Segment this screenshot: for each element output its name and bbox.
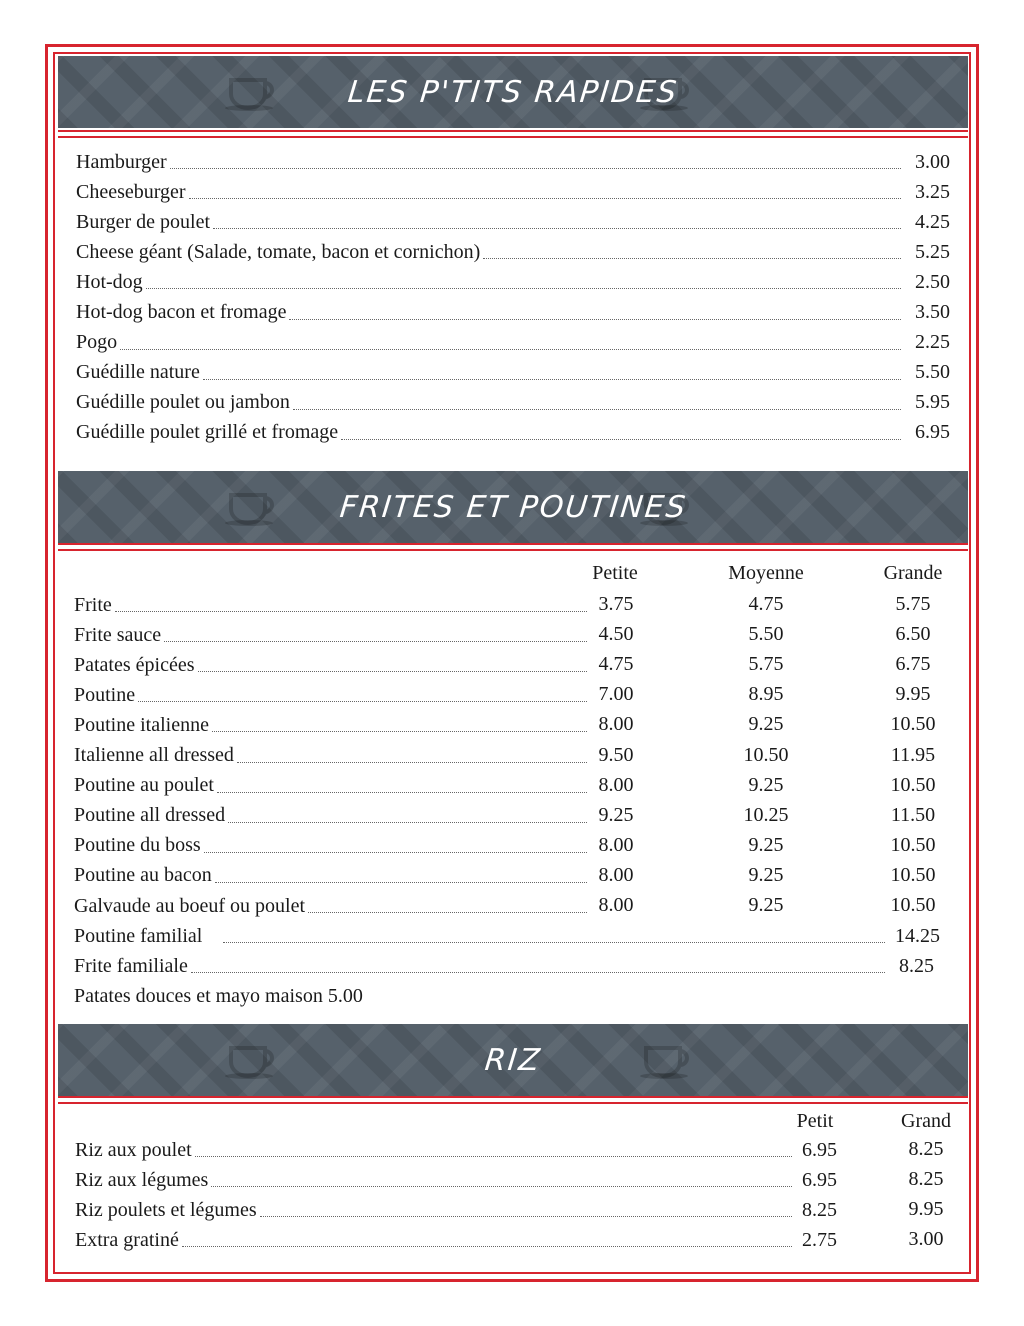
item-price: 9.25 bbox=[748, 713, 784, 736]
item-name: Riz aux légumes bbox=[75, 1168, 209, 1191]
item-name: Poutine all dressed bbox=[74, 804, 226, 827]
leader-dots bbox=[341, 439, 901, 440]
leader-dots bbox=[203, 379, 901, 380]
item-price: 5.25 bbox=[915, 240, 950, 263]
item-price: 6.95 bbox=[915, 421, 950, 444]
leader-dots bbox=[146, 288, 901, 289]
list-item bbox=[75, 1195, 837, 1225]
item-price: 10.50 bbox=[743, 743, 789, 766]
list-item bbox=[74, 771, 590, 801]
coffee-cup-icon bbox=[223, 487, 281, 527]
item-price: 6.95 bbox=[802, 1138, 837, 1161]
list-item bbox=[74, 650, 590, 680]
item-price: 8.00 bbox=[598, 894, 634, 916]
item-name: Extra gratiné bbox=[75, 1228, 179, 1251]
item-price: 6.95 bbox=[802, 1168, 837, 1191]
item-name: Hamburger bbox=[76, 150, 167, 173]
leader-dots bbox=[170, 168, 901, 169]
leader-dots bbox=[182, 1246, 792, 1247]
item-name: Poutine italienne bbox=[74, 713, 209, 736]
item-price: 10.50 bbox=[890, 863, 936, 886]
item-price: 3.00 bbox=[908, 1228, 944, 1251]
item-price: 9.95 bbox=[908, 1198, 944, 1221]
leader-dots bbox=[204, 852, 587, 853]
list-item bbox=[76, 267, 950, 297]
divider bbox=[58, 136, 968, 138]
item-price: 8.25 bbox=[802, 1198, 837, 1221]
item-name: Hot-dog bacon et fromage bbox=[76, 301, 287, 323]
section-title-rapides: LES P'TITS RAPIDES bbox=[346, 74, 680, 110]
leader-dots bbox=[228, 822, 587, 823]
list-item bbox=[74, 801, 590, 831]
list-item bbox=[76, 237, 950, 267]
list-item bbox=[74, 620, 590, 650]
coffee-cup-icon bbox=[638, 1040, 696, 1080]
item-price: 4.75 bbox=[598, 653, 634, 676]
item-price: 8.00 bbox=[598, 713, 634, 736]
column-header-grande: Grande bbox=[883, 562, 943, 584]
item-name: Poutine au bacon bbox=[74, 864, 212, 887]
item-price: 3.00 bbox=[915, 150, 950, 173]
list-item bbox=[75, 1165, 837, 1195]
section-title-frites: FRITES ET POUTINES bbox=[337, 489, 689, 525]
coffee-cup-icon bbox=[223, 72, 281, 112]
item-price: 2.75 bbox=[802, 1228, 837, 1251]
divider bbox=[58, 549, 968, 551]
section-title-riz: RIZ bbox=[483, 1042, 543, 1078]
item-price: 11.95 bbox=[890, 743, 936, 766]
item-price: 10.25 bbox=[743, 803, 789, 826]
item-price: 9.25 bbox=[748, 863, 784, 886]
item-name: Poutine au poulet bbox=[74, 774, 214, 797]
list-item bbox=[74, 590, 590, 620]
leader-dots bbox=[308, 912, 587, 913]
item-price: 3.25 bbox=[915, 180, 950, 203]
list-item bbox=[74, 831, 590, 861]
item-price: 6.50 bbox=[895, 623, 931, 646]
column-header-grand: Grand bbox=[901, 1110, 951, 1132]
leader-dots bbox=[213, 228, 901, 229]
leader-dots bbox=[217, 792, 587, 793]
section-banner-riz bbox=[58, 1024, 968, 1096]
leader-dots bbox=[260, 1216, 792, 1217]
item-price: 8.25 bbox=[908, 1138, 944, 1160]
item-price: 9.25 bbox=[748, 894, 784, 916]
section-banner-frites bbox=[58, 471, 968, 543]
list-item bbox=[75, 1225, 837, 1255]
list-item bbox=[76, 147, 950, 177]
item-name: Frite bbox=[74, 593, 112, 616]
item-price: 3.75 bbox=[598, 593, 634, 615]
item-price: 10.50 bbox=[890, 773, 936, 796]
item-price: 8.00 bbox=[598, 833, 634, 856]
list-item: Poutine familial 14.25 bbox=[74, 924, 940, 947]
list-item bbox=[74, 710, 590, 740]
item-name: Guédille nature bbox=[76, 361, 200, 384]
item-price: 9.95 bbox=[895, 683, 931, 706]
item-name: Guédille poulet ou jambon bbox=[76, 391, 290, 414]
leader-dots bbox=[198, 671, 588, 672]
leader-dots bbox=[189, 198, 901, 199]
note-patates-douces: Patates douces et mayo maison 5.00 bbox=[74, 984, 363, 1007]
leader-dots bbox=[138, 701, 587, 702]
list-item bbox=[76, 207, 950, 237]
item-price: 8.00 bbox=[598, 773, 634, 796]
item-name: Riz aux poulet bbox=[75, 1138, 192, 1161]
item-name: Burger de poulet bbox=[76, 210, 211, 233]
item-price: 9.25 bbox=[748, 773, 784, 796]
list-item bbox=[76, 328, 950, 358]
list-item bbox=[76, 418, 950, 448]
item-price: 8.95 bbox=[748, 683, 784, 706]
leader-dots bbox=[115, 611, 587, 612]
item-price: 10.50 bbox=[890, 833, 936, 856]
leader-dots bbox=[212, 731, 587, 732]
list-item bbox=[74, 861, 590, 891]
list-item bbox=[76, 177, 950, 207]
item-price: 8.25 bbox=[908, 1168, 944, 1191]
list-item bbox=[74, 741, 590, 771]
item-price: 4.75 bbox=[748, 593, 784, 615]
divider bbox=[58, 1102, 968, 1104]
item-name: Poutine bbox=[74, 683, 136, 706]
item-name: Guédille poulet grillé et fromage bbox=[76, 421, 339, 444]
list-item bbox=[75, 1135, 837, 1165]
item-name: Italienne all dressed bbox=[74, 744, 234, 766]
list-item bbox=[74, 680, 590, 710]
item-price: 4.50 bbox=[598, 623, 634, 646]
leader-dots bbox=[293, 409, 901, 410]
list-item bbox=[74, 891, 590, 921]
list-item bbox=[76, 388, 950, 418]
leader-dots bbox=[211, 1186, 792, 1187]
leader-dots bbox=[237, 762, 587, 763]
leader-dots bbox=[120, 349, 901, 350]
divider bbox=[58, 130, 968, 132]
item-price: 3.50 bbox=[915, 301, 950, 323]
item-name: Cheeseburger bbox=[76, 180, 186, 203]
column-header-moyenne: Moyenne bbox=[728, 562, 804, 584]
item-price: 7.00 bbox=[598, 683, 634, 706]
divider bbox=[58, 1096, 968, 1098]
item-price: 8.00 bbox=[598, 863, 634, 886]
item-name: Cheese géant (Salade, tomate, bacon et cornichon) bbox=[76, 240, 481, 263]
leader-dots bbox=[195, 1156, 792, 1157]
item-price: 5.50 bbox=[748, 623, 784, 646]
leader-dots bbox=[164, 641, 587, 642]
item-name: Galvaude au boeuf ou poulet bbox=[74, 894, 306, 917]
item-price: 10.50 bbox=[890, 713, 936, 736]
item-name: Riz poulets et légumes bbox=[75, 1198, 257, 1221]
item-name: Pogo bbox=[76, 331, 118, 354]
item-price: 5.75 bbox=[895, 593, 931, 615]
list-item: Frite familiale 8.25 bbox=[74, 954, 934, 977]
item-price: 5.95 bbox=[915, 391, 950, 414]
section-banner-rapides bbox=[58, 56, 968, 128]
item-price: 9.50 bbox=[598, 743, 634, 766]
item-price: 5.50 bbox=[915, 361, 950, 384]
item-price: 2.25 bbox=[915, 331, 950, 354]
item-name: Hot-dog bbox=[76, 270, 143, 293]
item-price: 11.50 bbox=[890, 803, 936, 826]
leader-dots bbox=[289, 319, 901, 320]
column-header-petit: Petit bbox=[796, 1110, 834, 1132]
item-price: 9.25 bbox=[598, 803, 634, 826]
item-price: 6.75 bbox=[895, 653, 931, 676]
item-price: 5.75 bbox=[748, 653, 784, 676]
item-name: Patates épicées bbox=[74, 653, 195, 676]
coffee-cup-icon bbox=[223, 1040, 281, 1080]
divider bbox=[58, 543, 968, 545]
item-name: Poutine du boss bbox=[74, 834, 201, 857]
leader-dots bbox=[215, 882, 587, 883]
item-price: 10.50 bbox=[890, 894, 936, 916]
column-header-petite: Petite bbox=[592, 562, 638, 584]
list-item bbox=[76, 358, 950, 388]
leader-dots bbox=[483, 258, 901, 259]
item-price: 2.50 bbox=[915, 270, 950, 293]
list-item bbox=[76, 298, 950, 328]
item-price: 9.25 bbox=[748, 833, 784, 856]
item-name: Frite sauce bbox=[74, 623, 162, 646]
item-price: 4.25 bbox=[915, 210, 950, 233]
